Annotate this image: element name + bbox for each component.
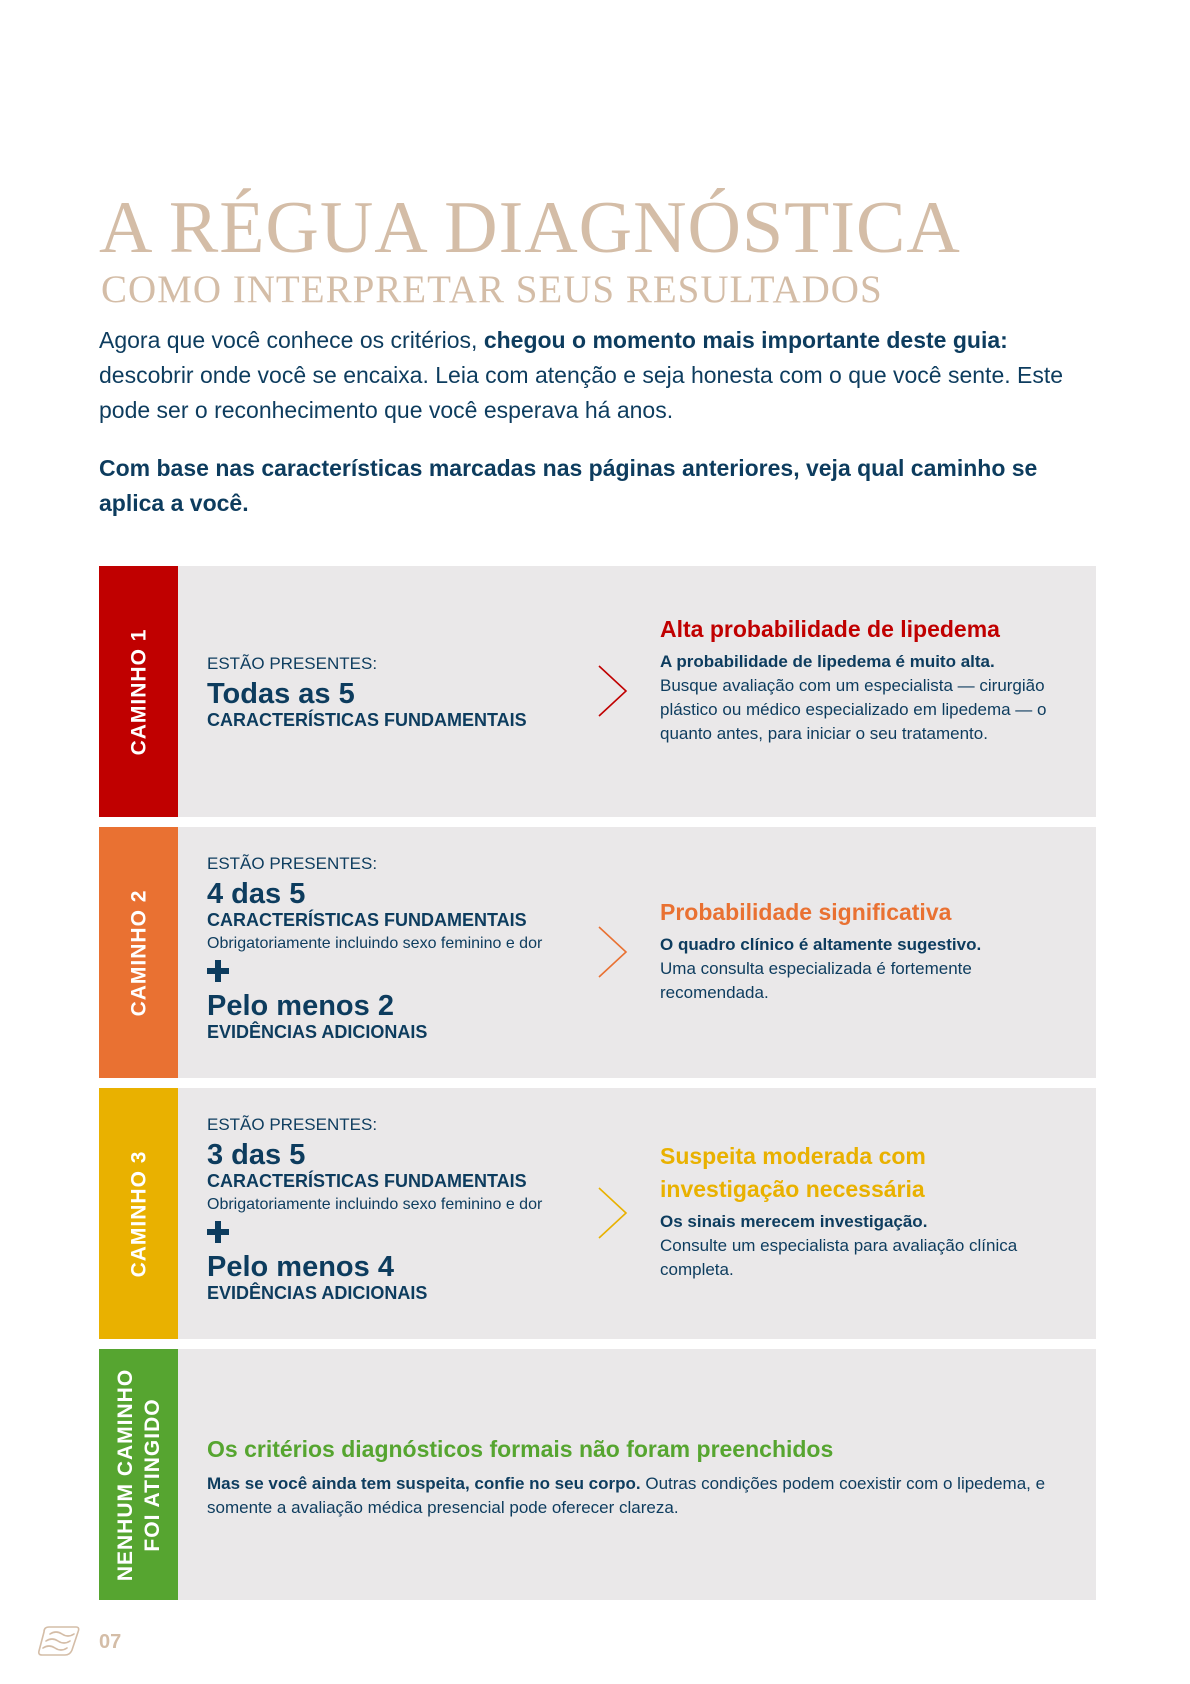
path-2-side-bar — [99, 827, 178, 1078]
plus-icon — [207, 1221, 229, 1243]
path-1-card — [99, 566, 1096, 817]
no-path-label-line-2: FOI ATINGIDO — [140, 1397, 164, 1552]
no-path-text — [207, 1472, 1067, 1520]
intro-text-2: descobrir onde você se encaixa. Leia com atenção e seja honesta com o que você sente. Este pode ser o reconhecimento que você esperava há anos. — [99, 362, 1064, 423]
path-2-present-label: ESTÃO PRESENTES: — [207, 854, 378, 873]
path-2-result-body: Uma consulta especializada é fortemente recomendada. — [660, 959, 972, 1002]
path-1-side-bar — [99, 566, 178, 817]
no-path-bold: Mas se você ainda tem suspeita, confie no seu corpo. — [207, 1474, 641, 1493]
no-path-content — [207, 1433, 1067, 1520]
plus-icon — [207, 960, 229, 982]
chevron-right-icon — [596, 664, 630, 718]
chevron-right-icon — [596, 1186, 630, 1240]
lead-paragraph: Com base nas características marcadas nas páginas anteriores, veja qual caminho se aplica a você. — [99, 455, 1038, 516]
path-3-side-bar — [99, 1088, 178, 1339]
path-3-note: Obrigatoriamente incluindo sexo feminino e dor — [207, 1196, 543, 1213]
path-1-label: CAMINHO 1 — [127, 628, 150, 755]
path-3-card — [99, 1088, 1096, 1339]
intro-bold: chegou o momento mais importante deste guia: — [483, 327, 1008, 353]
path-3-extra-label: EVIDÊNCIAS ADICIONAIS — [207, 1283, 428, 1303]
path-1-criteria-label: CARACTERÍSTICAS FUNDAMENTAIS — [207, 710, 527, 730]
path-3-result-body: Consulte um especialista para avaliação clínica completa. — [660, 1236, 1018, 1279]
path-3-extra-count: Pelo menos 4 — [207, 1251, 394, 1283]
path-2-result-text — [660, 933, 1060, 1005]
path-2-result-bold: O quadro clínico é altamente sugestivo. — [660, 935, 982, 954]
path-3-result-text — [660, 1210, 1060, 1282]
path-1-result-body: Busque avaliação com um especialista — cirurgião plástico ou médico especializado em lipedema — o quanto antes, para iniciar o seu tratamento. — [660, 676, 1047, 743]
no-path-label-line-1: NENHUM CAMINHO — [113, 1368, 137, 1581]
path-2-result — [660, 896, 1060, 1005]
path-1-count: Todas as 5 — [207, 678, 355, 710]
page-number: 07 — [99, 1631, 122, 1653]
path-1-present-label: ESTÃO PRESENTES: — [207, 654, 378, 673]
path-2-count: 4 das 5 — [207, 878, 306, 910]
chevron-right-icon — [596, 925, 630, 979]
path-3-present-label: ESTÃO PRESENTES: — [207, 1115, 378, 1134]
no-path-side-bar — [99, 1349, 178, 1600]
path-2-criteria-label: CARACTERÍSTICAS FUNDAMENTAIS — [207, 910, 527, 930]
no-path-label — [112, 1368, 166, 1580]
path-2-criteria — [207, 854, 542, 1043]
page-subtitle: COMO INTERPRETAR SEUS RESULTADOS — [101, 268, 883, 311]
no-path-body: Outras condições podem coexistir com o lipedema, e somente a avaliação médica presencial pode oferecer clareza. — [207, 1474, 1046, 1517]
intro-text-1: Agora que você conhece os critérios, — [99, 327, 484, 353]
path-3-count: 3 das 5 — [207, 1139, 306, 1171]
path-1-result — [660, 613, 1060, 746]
path-1-criteria — [207, 654, 527, 731]
path-2-card — [99, 827, 1096, 1078]
no-path-card — [99, 1349, 1096, 1600]
path-2-note: Obrigatoriamente incluindo sexo feminino e dor — [207, 935, 543, 952]
path-3-result-bold: Os sinais merecem investigação. — [660, 1212, 928, 1231]
no-path-title: Os critérios diagnósticos formais não foram preenchidos — [207, 1436, 834, 1462]
path-3-result-title: Suspeita moderada com investigação necessária — [660, 1143, 926, 1202]
path-1-result-text — [660, 650, 1060, 746]
path-3-criteria — [207, 1115, 542, 1304]
path-1-result-bold: A probabilidade de lipedema é muito alta. — [660, 652, 995, 671]
path-3-criteria-label: CARACTERÍSTICAS FUNDAMENTAIS — [207, 1171, 527, 1191]
path-2-result-title: Probabilidade significativa — [660, 899, 952, 925]
path-2-label: CAMINHO 2 — [127, 889, 150, 1016]
brand-logo-icon — [36, 1624, 82, 1658]
path-2-extra-count: Pelo menos 2 — [207, 990, 394, 1022]
path-1-result-title: Alta probabilidade de lipedema — [660, 616, 1000, 642]
path-3-label: CAMINHO 3 — [127, 1150, 150, 1277]
intro-paragraph — [99, 323, 1079, 428]
path-2-extra-label: EVIDÊNCIAS ADICIONAIS — [207, 1022, 428, 1042]
page-title: A RÉGUA DIAGNÓSTICA — [99, 187, 961, 269]
path-3-result — [660, 1140, 1060, 1282]
